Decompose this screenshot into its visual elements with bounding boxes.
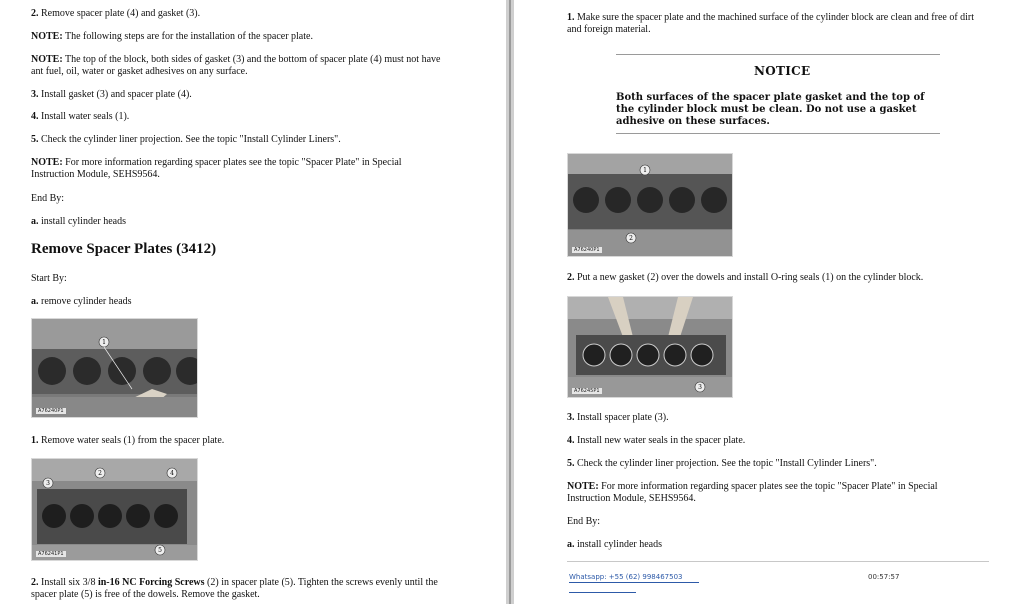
right-step-2: 2. Put a new gasket (2) over the dowels and install O-ring seals (1) on the cylinder block. bbox=[567, 272, 924, 283]
right-step-4: 4. Install new water seals in the spacer plate. bbox=[567, 435, 746, 446]
right-note: NOTE: For more information regarding spacer plates see the topic "Spacer Plate" in Special Instruction Module, SEHS9564. bbox=[567, 481, 938, 504]
right-photo-1-tag: A76240P1 bbox=[574, 247, 600, 253]
svg-text:4: 4 bbox=[170, 470, 174, 477]
svg-text:1: 1 bbox=[102, 339, 106, 346]
left-note-1: NOTE: The following steps are for the installation of the spacer plate. bbox=[31, 31, 313, 42]
whatsapp-link-underline bbox=[569, 582, 699, 583]
svg-text:3: 3 bbox=[698, 384, 702, 391]
notice-bottom-rule bbox=[616, 133, 940, 134]
right-manual-page bbox=[514, 0, 1023, 604]
left-remove-step-2: 2. Install six 3/8 in-16 NC Forcing Screws (2) in spacer plate (5). Tighten the screws evenly until the spacer plate (5) is free of the dowels. Remove the gasket. bbox=[31, 577, 438, 600]
section-heading: Remove Spacer Plates (3412) bbox=[31, 241, 217, 257]
notice-top-rule bbox=[616, 54, 940, 55]
right-step-5: 5. Check the cylinder liner projection. See the topic "Install Cylinder Liners". bbox=[567, 458, 877, 469]
svg-text:2: 2 bbox=[98, 470, 102, 477]
left-end-by: End By: bbox=[31, 193, 65, 204]
cylinder-block-photo-2 bbox=[567, 296, 733, 398]
right-photo-2-tag: A76245P1 bbox=[574, 388, 600, 394]
left-step-3: 3. Install gasket (3) and spacer plate (4). bbox=[31, 89, 192, 100]
engine-block-photo-2 bbox=[31, 458, 198, 561]
photo-2-tag: A76241P1 bbox=[38, 551, 64, 557]
timestamp: 00:57:57 bbox=[868, 573, 900, 581]
page-gutter bbox=[506, 0, 514, 604]
gutter-line bbox=[509, 0, 511, 604]
notice-title: NOTICE bbox=[754, 64, 811, 78]
right-end-by-a: a. install cylinder heads bbox=[567, 539, 662, 550]
svg-text:5: 5 bbox=[158, 547, 162, 554]
left-note-3: NOTE: For more information regarding spacer plates see the topic "Spacer Plate" in Special Instruction Module, SEHS9564. bbox=[31, 157, 402, 180]
svg-text:1: 1 bbox=[643, 167, 647, 174]
right-step-3: 3. Install spacer plate (3). bbox=[567, 412, 669, 423]
start-by-a: a. remove cylinder heads bbox=[31, 296, 132, 307]
left-note-2: NOTE: The top of the block, both sides of gasket (3) and the bottom of spacer plate (4) must not have ant fuel, oil, water or gasket adhesives on any surface. bbox=[31, 54, 441, 77]
engine-block-photo-1 bbox=[31, 318, 198, 418]
cylinder-block-photo-1 bbox=[567, 153, 733, 257]
svg-text:3: 3 bbox=[46, 480, 50, 487]
start-by-label: Start By: bbox=[31, 273, 67, 284]
right-end-by: End By: bbox=[567, 516, 601, 527]
notice-body: Both surfaces of the spacer plate gasket and the top of the cylinder block must be clean. Do not use a gasket adhesive on these surfaces. bbox=[616, 92, 925, 127]
left-step-4: 4. Install water seals (1). bbox=[31, 111, 130, 122]
left-end-by-a: a. install cylinder heads bbox=[31, 216, 126, 227]
whatsapp-link[interactable]: Whatsapp: +55 (62) 998467503 bbox=[569, 573, 683, 581]
left-step-5: 5. Check the cylinder liner projection. See the topic "Install Cylinder Liners". bbox=[31, 134, 341, 145]
secondary-link-underline bbox=[569, 592, 636, 593]
left-remove-step-1: 1. Remove water seals (1) from the spacer plate. bbox=[31, 435, 225, 446]
left-step-2: 2. Remove spacer plate (4) and gasket (3). bbox=[31, 8, 201, 19]
photo-1-tag: A76240P1 bbox=[38, 408, 64, 414]
svg-text:2: 2 bbox=[629, 235, 633, 242]
footer-rule bbox=[567, 561, 989, 562]
right-step-1: 1. Make sure the spacer plate and the machined surface of the cylinder block are clean and free of dirt and foreign material. bbox=[567, 12, 975, 35]
left-manual-page bbox=[0, 0, 506, 604]
